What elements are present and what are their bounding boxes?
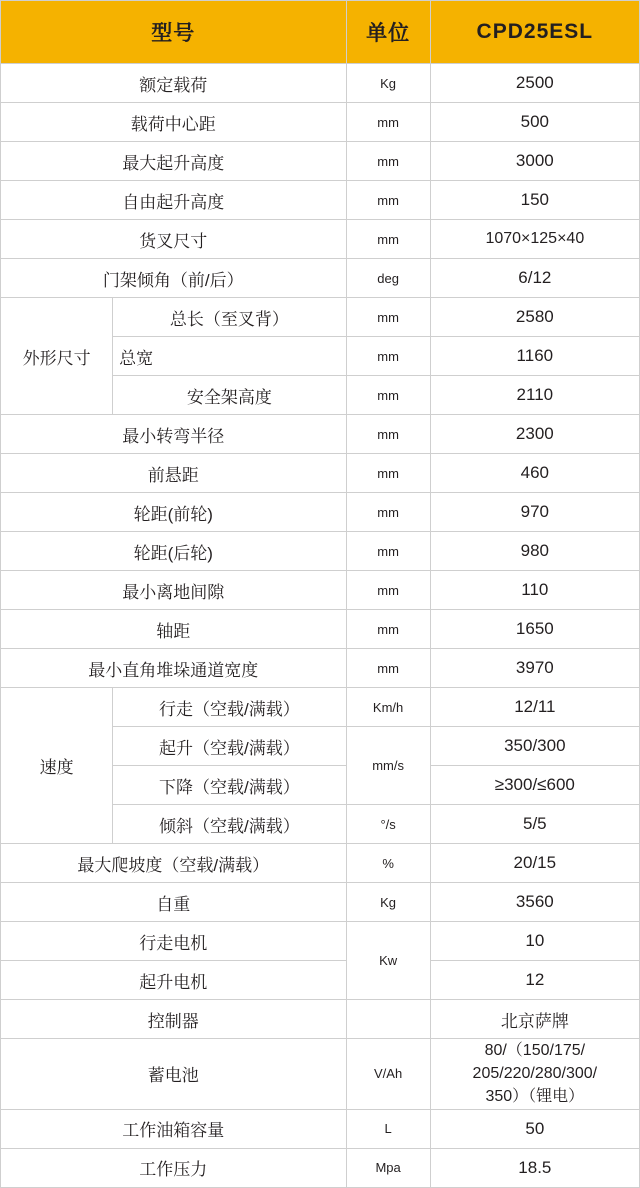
- table-row: [1, 220, 640, 259]
- row-label: 最大爬坡度（空载/满载）: [1, 844, 347, 883]
- row-value: 350/300: [430, 727, 639, 766]
- row-unit: Mpa: [346, 1148, 430, 1187]
- row-value: 460: [430, 454, 639, 493]
- row-label: 控制器: [1, 1000, 347, 1039]
- row-label: 行走电机: [1, 922, 347, 961]
- battery-line-1: 80/（150/175/: [484, 1042, 586, 1059]
- row-value: 3970: [430, 649, 639, 688]
- table-row: [1, 883, 640, 922]
- row-label: 安全架高度: [113, 376, 346, 415]
- row-unit: L: [346, 1109, 430, 1148]
- table-row: [1, 64, 640, 103]
- table-row: [1, 961, 640, 1000]
- row-label: 下降（空载/满载）: [113, 766, 346, 805]
- row-label: 行走（空载/满载）: [113, 688, 346, 727]
- row-value: 12/11: [430, 688, 639, 727]
- row-label: 工作油箱容量: [1, 1109, 347, 1148]
- row-unit: [346, 1000, 430, 1039]
- row-unit: Kw: [346, 922, 430, 1000]
- row-unit: mm: [346, 376, 430, 415]
- row-label: 最大起升高度: [1, 142, 347, 181]
- row-unit: mm: [346, 142, 430, 181]
- table-row: [1, 688, 640, 727]
- row-value: 1160: [430, 337, 639, 376]
- row-value: 20/15: [430, 844, 639, 883]
- row-label: 倾斜（空载/满载）: [113, 805, 346, 844]
- battery-line-3: 350）（锂电）: [485, 1088, 585, 1106]
- row-value: ≥300/≤600: [430, 766, 639, 805]
- row-value: 970: [430, 493, 639, 532]
- row-unit: mm: [346, 454, 430, 493]
- table-row: [1, 415, 640, 454]
- row-label: 最小转弯半径: [1, 415, 347, 454]
- row-value: 5/5: [430, 805, 639, 844]
- table-row: [1, 610, 640, 649]
- row-value: 2300: [430, 415, 639, 454]
- table-row: [1, 1148, 640, 1187]
- row-label: 起升电机: [1, 961, 347, 1000]
- header-model-value: CPD25ESL: [430, 1, 639, 64]
- row-value: 北京萨牌: [430, 1000, 639, 1039]
- row-label: 前悬距: [1, 454, 347, 493]
- row-value: 50: [430, 1109, 639, 1148]
- row-value: 10: [430, 922, 639, 961]
- row-label: 轮距(后轮): [1, 532, 347, 571]
- group-label-speed: 速度: [1, 688, 113, 844]
- table-body: [1, 64, 640, 1188]
- row-unit: mm/s: [346, 727, 430, 805]
- table-row: [1, 1000, 640, 1039]
- row-value: 2110: [430, 376, 639, 415]
- row-unit: mm: [346, 571, 430, 610]
- row-value: 2500: [430, 64, 639, 103]
- row-value: 1070×125×40: [430, 220, 639, 259]
- row-unit: °/s: [346, 805, 430, 844]
- table-row: [1, 532, 640, 571]
- row-unit: Kg: [346, 64, 430, 103]
- row-unit: mm: [346, 415, 430, 454]
- row-unit: mm: [346, 337, 430, 376]
- row-unit: mm: [346, 493, 430, 532]
- row-label: 总宽: [113, 337, 346, 376]
- table-row: [1, 649, 640, 688]
- row-unit: mm: [346, 181, 430, 220]
- battery-line-2: 205/220/280/300/: [472, 1065, 598, 1083]
- table-header: [1, 1, 640, 64]
- row-unit: %: [346, 844, 430, 883]
- table-row: [1, 922, 640, 961]
- row-value: 12: [430, 961, 639, 1000]
- row-value: 150: [430, 181, 639, 220]
- row-value: 6/12: [430, 259, 639, 298]
- row-label: 门架倾角（前/后）: [1, 259, 347, 298]
- row-value: 110: [430, 571, 639, 610]
- row-label: 载荷中心距: [1, 103, 347, 142]
- group-label-dimensions: 外形尺寸: [1, 298, 113, 415]
- table-row: [1, 298, 640, 337]
- row-value-battery: [430, 1039, 639, 1110]
- table-row: [1, 259, 640, 298]
- row-label: 额定载荷: [1, 64, 347, 103]
- row-unit: mm: [346, 532, 430, 571]
- row-value: 500: [430, 103, 639, 142]
- table-row: [1, 103, 640, 142]
- row-unit: mm: [346, 220, 430, 259]
- row-value: 18.5: [430, 1148, 639, 1187]
- table-row: [1, 493, 640, 532]
- row-unit: deg: [346, 259, 430, 298]
- row-label: 最小离地间隙: [1, 571, 347, 610]
- row-unit: mm: [346, 610, 430, 649]
- row-unit: mm: [346, 649, 430, 688]
- table-row: [1, 454, 640, 493]
- row-value: 3000: [430, 142, 639, 181]
- row-label: 自重: [1, 883, 347, 922]
- row-value: 2580: [430, 298, 639, 337]
- row-value: 980: [430, 532, 639, 571]
- row-label: 总长（至叉背）: [113, 298, 346, 337]
- table-row: [1, 1109, 640, 1148]
- row-value: 1650: [430, 610, 639, 649]
- row-unit: mm: [346, 103, 430, 142]
- row-label: 最小直角堆垛通道宽度: [1, 649, 347, 688]
- table-row-battery: [1, 1039, 640, 1110]
- row-label: 自由起升高度: [1, 181, 347, 220]
- row-unit: Kg: [346, 883, 430, 922]
- row-label: 蓄电池: [1, 1039, 347, 1110]
- row-label: 起升（空载/满载）: [113, 727, 346, 766]
- row-label: 轴距: [1, 610, 347, 649]
- row-label: 货叉尺寸: [1, 220, 347, 259]
- header-unit: 单位: [346, 1, 430, 64]
- row-unit: Km/h: [346, 688, 430, 727]
- row-unit: mm: [346, 298, 430, 337]
- row-unit: V/Ah: [346, 1039, 430, 1110]
- row-label: 轮距(前轮): [1, 493, 347, 532]
- header-row: [1, 1, 640, 64]
- row-label: 工作压力: [1, 1148, 347, 1187]
- table-row: [1, 181, 640, 220]
- row-value: 3560: [430, 883, 639, 922]
- table-row: [1, 571, 640, 610]
- header-model: 型号: [1, 1, 347, 64]
- table-row: [1, 844, 640, 883]
- table-row: [1, 142, 640, 181]
